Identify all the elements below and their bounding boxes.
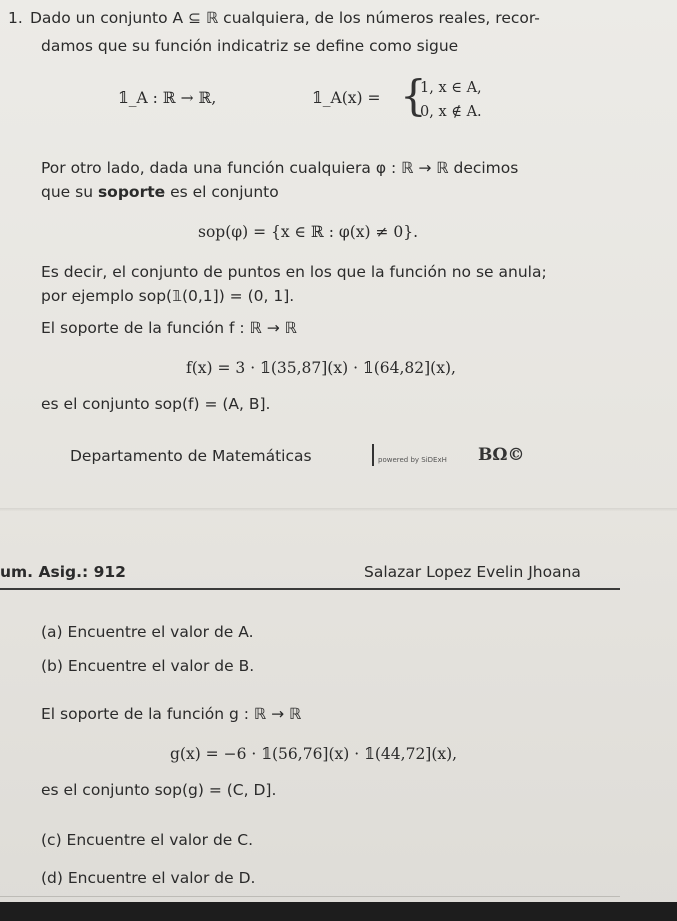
problem-number: 1. xyxy=(8,9,23,27)
powered-divider xyxy=(372,444,374,466)
f-support: es el conjunto sop(f) = (A, B]. xyxy=(41,395,271,413)
intro-line-1: Dado un conjunto A ⊆ ℝ cualquiera, de los números reales, recor- xyxy=(30,9,540,27)
g-intro: El soporte de la función g : ℝ → ℝ xyxy=(41,705,302,723)
f-intro: El soporte de la función f : ℝ → ℝ xyxy=(41,319,297,337)
cases-brace: { xyxy=(400,71,427,120)
course-number: um. Asig.: 912 xyxy=(0,563,126,581)
indicator-case-1: 1, x ∈ A, xyxy=(420,80,482,96)
sidexh-logo: ΒΩ© xyxy=(478,445,525,465)
support-formula: sop(φ) = {x ∈ ℝ : φ(x) ≠ 0}. xyxy=(198,223,419,241)
item-c: (c) Encuentre el valor de C. xyxy=(41,831,254,849)
powered-by-text: powered by SiDExH xyxy=(378,456,447,464)
department-name: Departamento de Matemáticas xyxy=(70,447,312,465)
meaning-line-1: Es decir, el conjunto de puntos en los que la función no se anula; xyxy=(41,263,547,281)
f-formula: f(x) = 3 · 𝟙(35,87](x) · 𝟙(64,82](x), xyxy=(186,359,456,377)
intro-line-2: damos que su función indicatriz se define como sigue xyxy=(41,37,459,55)
indicator-case-2: 0, x ∉ A. xyxy=(420,104,482,120)
g-support: es el conjunto sop(g) = (C, D]. xyxy=(41,781,277,799)
meaning-line-2: por ejemplo sop(𝟙(0,1]) = (0, 1]. xyxy=(41,287,295,305)
item-b: (b) Encuentre el valor de B. xyxy=(41,657,255,675)
g-formula: g(x) = −6 · 𝟙(56,76](x) · 𝟙(44,72](x), xyxy=(170,745,458,763)
item-d: (d) Encuentre el valor de D. xyxy=(41,869,256,887)
item-a: (a) Encuentre el valor de A. xyxy=(41,623,254,641)
support-line-2: que su soporte es el conjunto xyxy=(41,183,279,201)
sheet-fold-shadow xyxy=(0,508,677,512)
header-rule xyxy=(0,588,620,590)
photo-bottom-edge xyxy=(0,902,677,921)
bottom-rule xyxy=(0,896,620,897)
indicator-lhs: 𝟙_A(x) = xyxy=(312,89,381,107)
indicator-signature: 𝟙_A : ℝ → ℝ, xyxy=(118,89,217,107)
student-name: Salazar Lopez Evelin Jhoana xyxy=(364,563,581,581)
support-term-bold: soporte xyxy=(97,183,166,201)
support-line-1: Por otro lado, dada una función cualquiera φ : ℝ → ℝ decimos xyxy=(41,159,519,177)
